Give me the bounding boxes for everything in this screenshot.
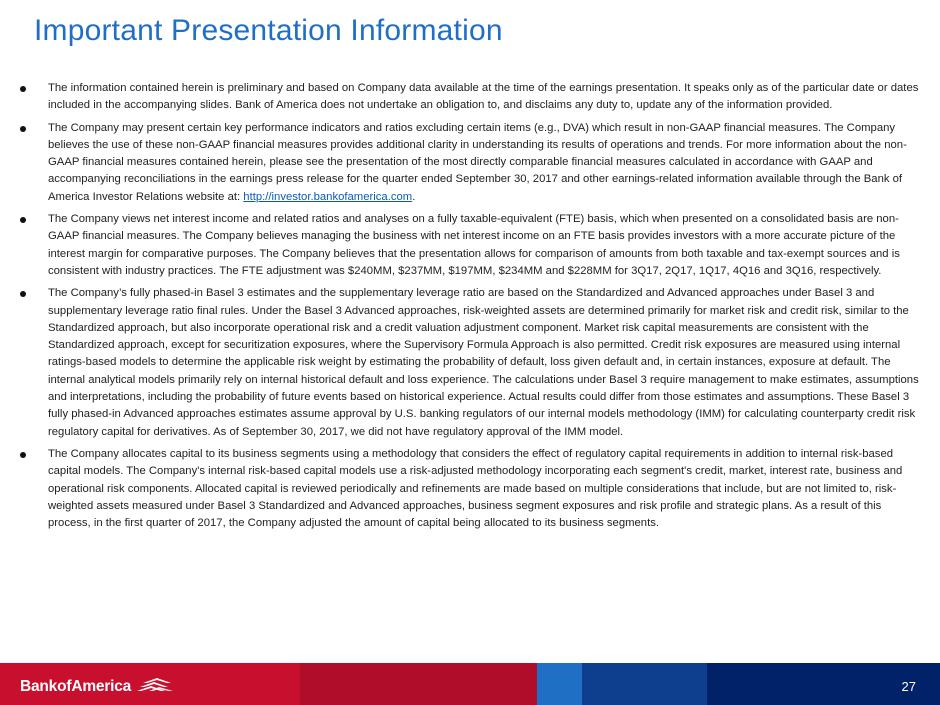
bullet-list: [20, 80, 920, 537]
bullet-dot-icon: [20, 291, 26, 297]
bullet-text: The Company views net interest income and related ratios and analyses on a fully taxable-equivalent (FTE) basis, which when presented on a consolidated basis are non-GAAP financial measures. The Company believes managing the business with net interest income on an FTE basis provides investors with a more accurate picture of the interest margin for comparative purposes. The Company believes that the presentation allows for comparison of amounts from both taxable and tax-exempt sources and is consistent with industry practices. The FTE adjustment was $240MM, $237MM, $197MM, $234MM and $228MM for 3Q17, 2Q17, 1Q17, 4Q16 and 3Q16, respectively.: [48, 213, 900, 277]
bullet-item: [20, 446, 920, 532]
footer-mid-blue-segment: [582, 663, 707, 705]
page-number: 27: [901, 679, 916, 694]
bullet-dot-icon: [20, 217, 26, 223]
bullet-dot-icon: [20, 126, 26, 132]
bank-of-america-flag-icon: [137, 677, 177, 697]
brand-name: BankofAmerica: [20, 678, 132, 695]
bullet-text: The Company allocates capital to its business segments using a methodology that considers the effect of regulatory capital requirements in addition to internal risk-based capital models. The Company's internal risk-based capital models use a risk-adjusted methodology incorporating each segment's credit, market, interest rate, business and operational risk components. Allocated capital is reviewed periodically and refinements are made based on multiple considerations that include, but are not limited to, risk-weighted assets measured under Basel 3 Standardized and Advanced approaches, business segment exposures and risk profile and strategic plans. As a result of this process, in the first quarter of 2017, the Company adjusted the amount of capital being allocated to its business segments.: [48, 447, 903, 530]
investor-relations-link[interactable]: http://investor.bankofamerica.com: [243, 190, 413, 203]
bullet-text-end: .: [412, 190, 416, 203]
bullet-dot-icon: [20, 452, 26, 458]
bullet-item: [20, 80, 920, 115]
bullet-item: [20, 211, 920, 280]
bullet-text: The Company’s fully phased-in Basel 3 estimates and the supplementary leverage ratio are based on the Standardized and Advanced approaches under Basel 3 and supplementary leverage ratio final rules. Under the Basel 3 Advanced approaches, risk-weighted assets are determined primarily for market risk and credit risk, similar to the Standardized approach, but also incorporate operational risk and a credit valuation adjustment component. Market risk capital measurements are consistent with the Standardized approach, except for securitization exposures, where the Supervisory Formula Approach is also permitted. Credit risk exposures are measured using internal ratings-based models to determine the applicable risk weight by estimating the probability of default, loss given default and, in certain instances, exposure at default. The internal analytical models primarily rely on internal historical default and loss experience. The calculations under Basel 3 require management to make estimates, assumptions and interpretations, including the probability of future events based on historical experience. Actual results could differ from those estimates and assumptions. These Basel 3 fully phased-in Advanced approaches estimates assume approval by U.S. banking regulators of our internal models methodology (IMM) for calculating counterparty credit risk regulatory capital for derivatives. As of September 30, 2017, we did not have regulatory approval of the IMM model.: [48, 287, 919, 438]
bullet-dot-icon: [20, 86, 26, 92]
footer-dark-red-segment: [300, 663, 537, 705]
brand-logo: [20, 676, 177, 698]
bullet-item: [20, 120, 920, 206]
bullet-item: [20, 285, 920, 441]
footer-blue-segment: [537, 663, 582, 705]
bullet-text: The Company may present certain key performance indicators and ratios excluding certain items (e.g., DVA) which result in non-GAAP financial measures. The Company believes the use of these non-GAAP financial measures provides additional clarity in understanding its results of operations and trends. For more information about the non-GAAP financial measures contained herein, please see the presentation of the most directly comparable financial measures calculated in accordance with GAAP and accompanying reconciliations in the earnings press release for the quarter ended September 30, 2017 and other earnings-related information available through the Bank of America Investor Relations website at:: [48, 121, 907, 203]
bullet-text: The information contained herein is preliminary and based on Company data available at the time of the earnings presentation. It speaks only as of the particular date or dates included in the accompanying slides. Bank of America does not undertake an obligation to, and disclaims any duty to, update any of the information provided.: [48, 82, 919, 112]
page-title: Important Presentation Information: [34, 14, 503, 47]
